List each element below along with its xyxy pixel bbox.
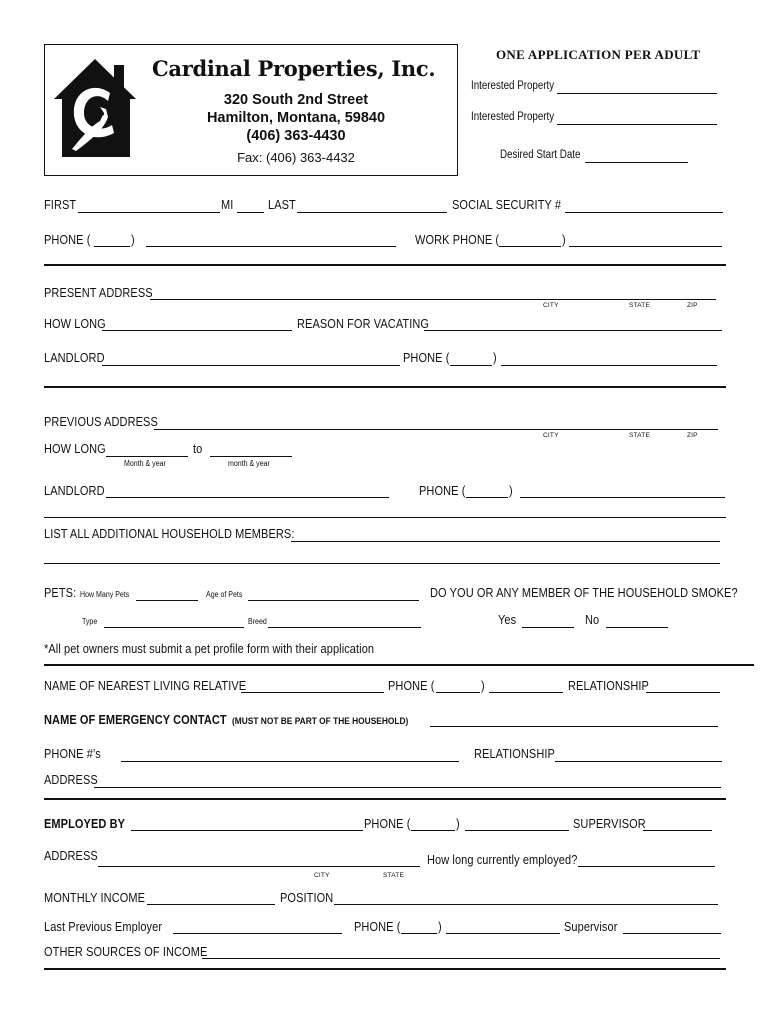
present-landlord-label: LANDLORD	[44, 351, 105, 365]
present-landlord-phone-label: PHONE (	[403, 351, 450, 365]
previous-state-caption: STATE	[629, 432, 650, 439]
supervisor-field[interactable]	[643, 830, 712, 831]
previous-how-long-label: HOW LONG	[44, 442, 106, 456]
emergency-relationship-field[interactable]	[555, 761, 722, 762]
section-divider	[44, 664, 754, 666]
previous-address-field[interactable]	[154, 429, 718, 430]
employer-phone-label: PHONE (	[364, 817, 411, 831]
desired-start-date-label: Desired Start Date	[500, 149, 581, 161]
smoke-no-label: No	[585, 613, 600, 627]
present-city-caption: CITY	[543, 302, 559, 309]
nearest-relative-label: NAME OF NEAREST LIVING RELATIVE	[44, 679, 247, 693]
phone-paren-close: )	[131, 233, 135, 247]
previous-address-label: PREVIOUS ADDRESS	[44, 415, 158, 429]
emergency-phones-field[interactable]	[121, 761, 459, 762]
ssn-label: SOCIAL SECURITY #	[452, 198, 562, 212]
relative-relationship-field[interactable]	[646, 692, 720, 693]
smoke-yes-field[interactable]	[522, 627, 574, 628]
company-fax: Fax: (406) 363-4432	[237, 150, 355, 165]
emergency-contact-note: (MUST NOT BE PART OF THE HOUSEHOLD)	[232, 716, 409, 727]
employed-by-field[interactable]	[131, 830, 363, 831]
previous-landlord-phone-field[interactable]	[520, 497, 725, 498]
pet-profile-note: *All pet owners must submit a pet profile form with their application	[44, 642, 375, 656]
how-many-pets-label: How Many Pets	[80, 590, 130, 599]
desired-start-date-field[interactable]	[585, 162, 688, 163]
present-zip-caption: ZIP	[687, 302, 698, 309]
last-employer-label: Last Previous Employer	[44, 920, 163, 934]
cardinal-house-logo-icon	[52, 57, 138, 161]
how-long-employed-field[interactable]	[578, 866, 715, 867]
household-members-field-2[interactable]	[44, 563, 720, 564]
section-divider	[44, 798, 726, 800]
emergency-address-label: ADDRESS	[44, 773, 98, 787]
monthly-income-field[interactable]	[147, 904, 275, 905]
last-employer-phone-field[interactable]	[446, 933, 560, 934]
present-landlord-field[interactable]	[102, 365, 400, 366]
section-divider	[44, 517, 726, 518]
phone-label: PHONE (	[44, 233, 91, 247]
company-street: 320 South 2nd Street	[223, 92, 369, 108]
reason-vacating-field[interactable]	[424, 330, 722, 331]
previous-landlord-area-code-field[interactable]	[466, 497, 508, 498]
relative-phone-field[interactable]	[489, 692, 563, 693]
phone-area-code-field[interactable]	[94, 246, 130, 247]
previous-landlord-field[interactable]	[106, 497, 389, 498]
interested-property-label-1: Interested Property	[471, 80, 555, 92]
last-supervisor-field[interactable]	[623, 933, 721, 934]
work-phone-number-field[interactable]	[569, 246, 722, 247]
present-landlord-area-code-field[interactable]	[450, 365, 492, 366]
section-divider	[44, 264, 726, 266]
employer-address-field[interactable]	[98, 866, 420, 867]
previous-to-field[interactable]	[210, 456, 292, 457]
employer-state-caption: STATE	[383, 872, 404, 879]
work-phone-area-code-field[interactable]	[499, 246, 561, 247]
pet-type-label: Type	[82, 617, 98, 626]
nearest-relative-field[interactable]	[241, 692, 384, 693]
household-members-field-1[interactable]	[291, 541, 720, 542]
monthly-income-label: MONTHLY INCOME	[44, 891, 146, 905]
pet-type-field[interactable]	[104, 627, 244, 628]
last-supervisor-label: Supervisor	[564, 920, 618, 934]
employer-phone-paren-close: )	[456, 817, 460, 831]
previous-city-caption: CITY	[543, 432, 559, 439]
how-long-employed-label: How long currently employed?	[427, 853, 578, 867]
age-of-pets-field[interactable]	[248, 600, 419, 601]
other-income-label: OTHER SOURCES OF INCOME	[44, 945, 208, 959]
middle-initial-field[interactable]	[237, 212, 264, 213]
pet-breed-field[interactable]	[268, 627, 421, 628]
from-month-year-caption: Month & year	[124, 459, 166, 468]
relative-area-code-field[interactable]	[436, 692, 480, 693]
present-address-label: PRESENT ADDRESS	[44, 286, 153, 300]
age-of-pets-label: Age of Pets	[206, 590, 243, 599]
first-name-label: FIRST	[44, 198, 77, 212]
one-application-notice: ONE APPLICATION PER ADULT	[496, 47, 701, 62]
reason-vacating-label: REASON FOR VACATING	[297, 317, 430, 331]
middle-initial-label: MI	[221, 198, 234, 212]
interested-property-label-2: Interested Property	[471, 111, 555, 123]
phone-number-field[interactable]	[146, 246, 396, 247]
emergency-contact-label: NAME OF EMERGENCY CONTACT	[44, 713, 227, 727]
position-field[interactable]	[334, 904, 718, 905]
pets-label: PETS:	[44, 586, 77, 600]
other-income-field[interactable]	[202, 958, 720, 959]
smoke-no-field[interactable]	[606, 627, 668, 628]
present-phone-paren-close: )	[493, 351, 497, 365]
household-members-label: LIST ALL ADDITIONAL HOUSEHOLD MEMBERS:	[44, 527, 295, 541]
relative-phone-label: PHONE (	[388, 679, 435, 693]
emergency-address-field[interactable]	[94, 787, 721, 788]
last-name-field[interactable]	[297, 212, 447, 213]
company-city: Hamilton, Montana, 59840	[206, 110, 386, 126]
previous-phone-paren-close: )	[509, 484, 513, 498]
last-employer-area-code-field[interactable]	[401, 933, 437, 934]
work-phone-label: WORK PHONE (	[415, 233, 500, 247]
pet-breed-label: Breed	[248, 617, 267, 626]
previous-from-field[interactable]	[106, 456, 188, 457]
company-name: Cardinal Properties, Inc.	[152, 56, 436, 81]
previous-zip-caption: ZIP	[687, 432, 698, 439]
relative-relationship-label: RELATIONSHIP	[568, 679, 649, 693]
smoke-yes-label: Yes	[498, 613, 517, 627]
to-label: to	[193, 442, 203, 456]
emergency-phones-label: PHONE #’s	[44, 747, 101, 761]
employed-by-label: EMPLOYED BY	[44, 817, 126, 831]
last-employer-field[interactable]	[173, 933, 342, 934]
emergency-relationship-label: RELATIONSHIP	[474, 747, 555, 761]
employer-city-caption: CITY	[314, 872, 330, 879]
section-divider	[44, 968, 726, 970]
previous-landlord-label: LANDLORD	[44, 484, 105, 498]
present-address-field[interactable]	[150, 299, 716, 300]
section-divider	[44, 386, 726, 388]
first-name-field[interactable]	[78, 212, 220, 213]
company-phone: (406) 363-4430	[246, 128, 346, 144]
last-employer-phone-label: PHONE (	[354, 920, 401, 934]
emergency-contact-field[interactable]	[430, 726, 718, 727]
last-name-label: LAST	[268, 198, 296, 212]
present-how-long-label: HOW LONG	[44, 317, 106, 331]
how-many-pets-field[interactable]	[136, 600, 198, 601]
to-month-year-caption: month & year	[228, 459, 270, 468]
present-how-long-field[interactable]	[102, 330, 292, 331]
present-landlord-phone-field[interactable]	[501, 365, 717, 366]
supervisor-label: SUPERVISOR	[573, 817, 646, 831]
interested-property-field-2[interactable]	[557, 124, 717, 125]
ssn-field[interactable]	[565, 212, 723, 213]
employer-address-label: ADDRESS	[44, 849, 98, 863]
smoke-question: DO YOU OR ANY MEMBER OF THE HOUSEHOLD SMOKE?	[430, 586, 738, 600]
employer-area-code-field[interactable]	[411, 830, 455, 831]
last-employer-phone-paren-close: )	[438, 920, 442, 934]
position-label: POSITION	[280, 891, 334, 905]
relative-phone-paren-close: )	[481, 679, 485, 693]
previous-landlord-phone-label: PHONE (	[419, 484, 466, 498]
present-state-caption: STATE	[629, 302, 650, 309]
employer-phone-field[interactable]	[465, 830, 569, 831]
interested-property-field-1[interactable]	[557, 93, 717, 94]
work-phone-paren-close: )	[562, 233, 566, 247]
